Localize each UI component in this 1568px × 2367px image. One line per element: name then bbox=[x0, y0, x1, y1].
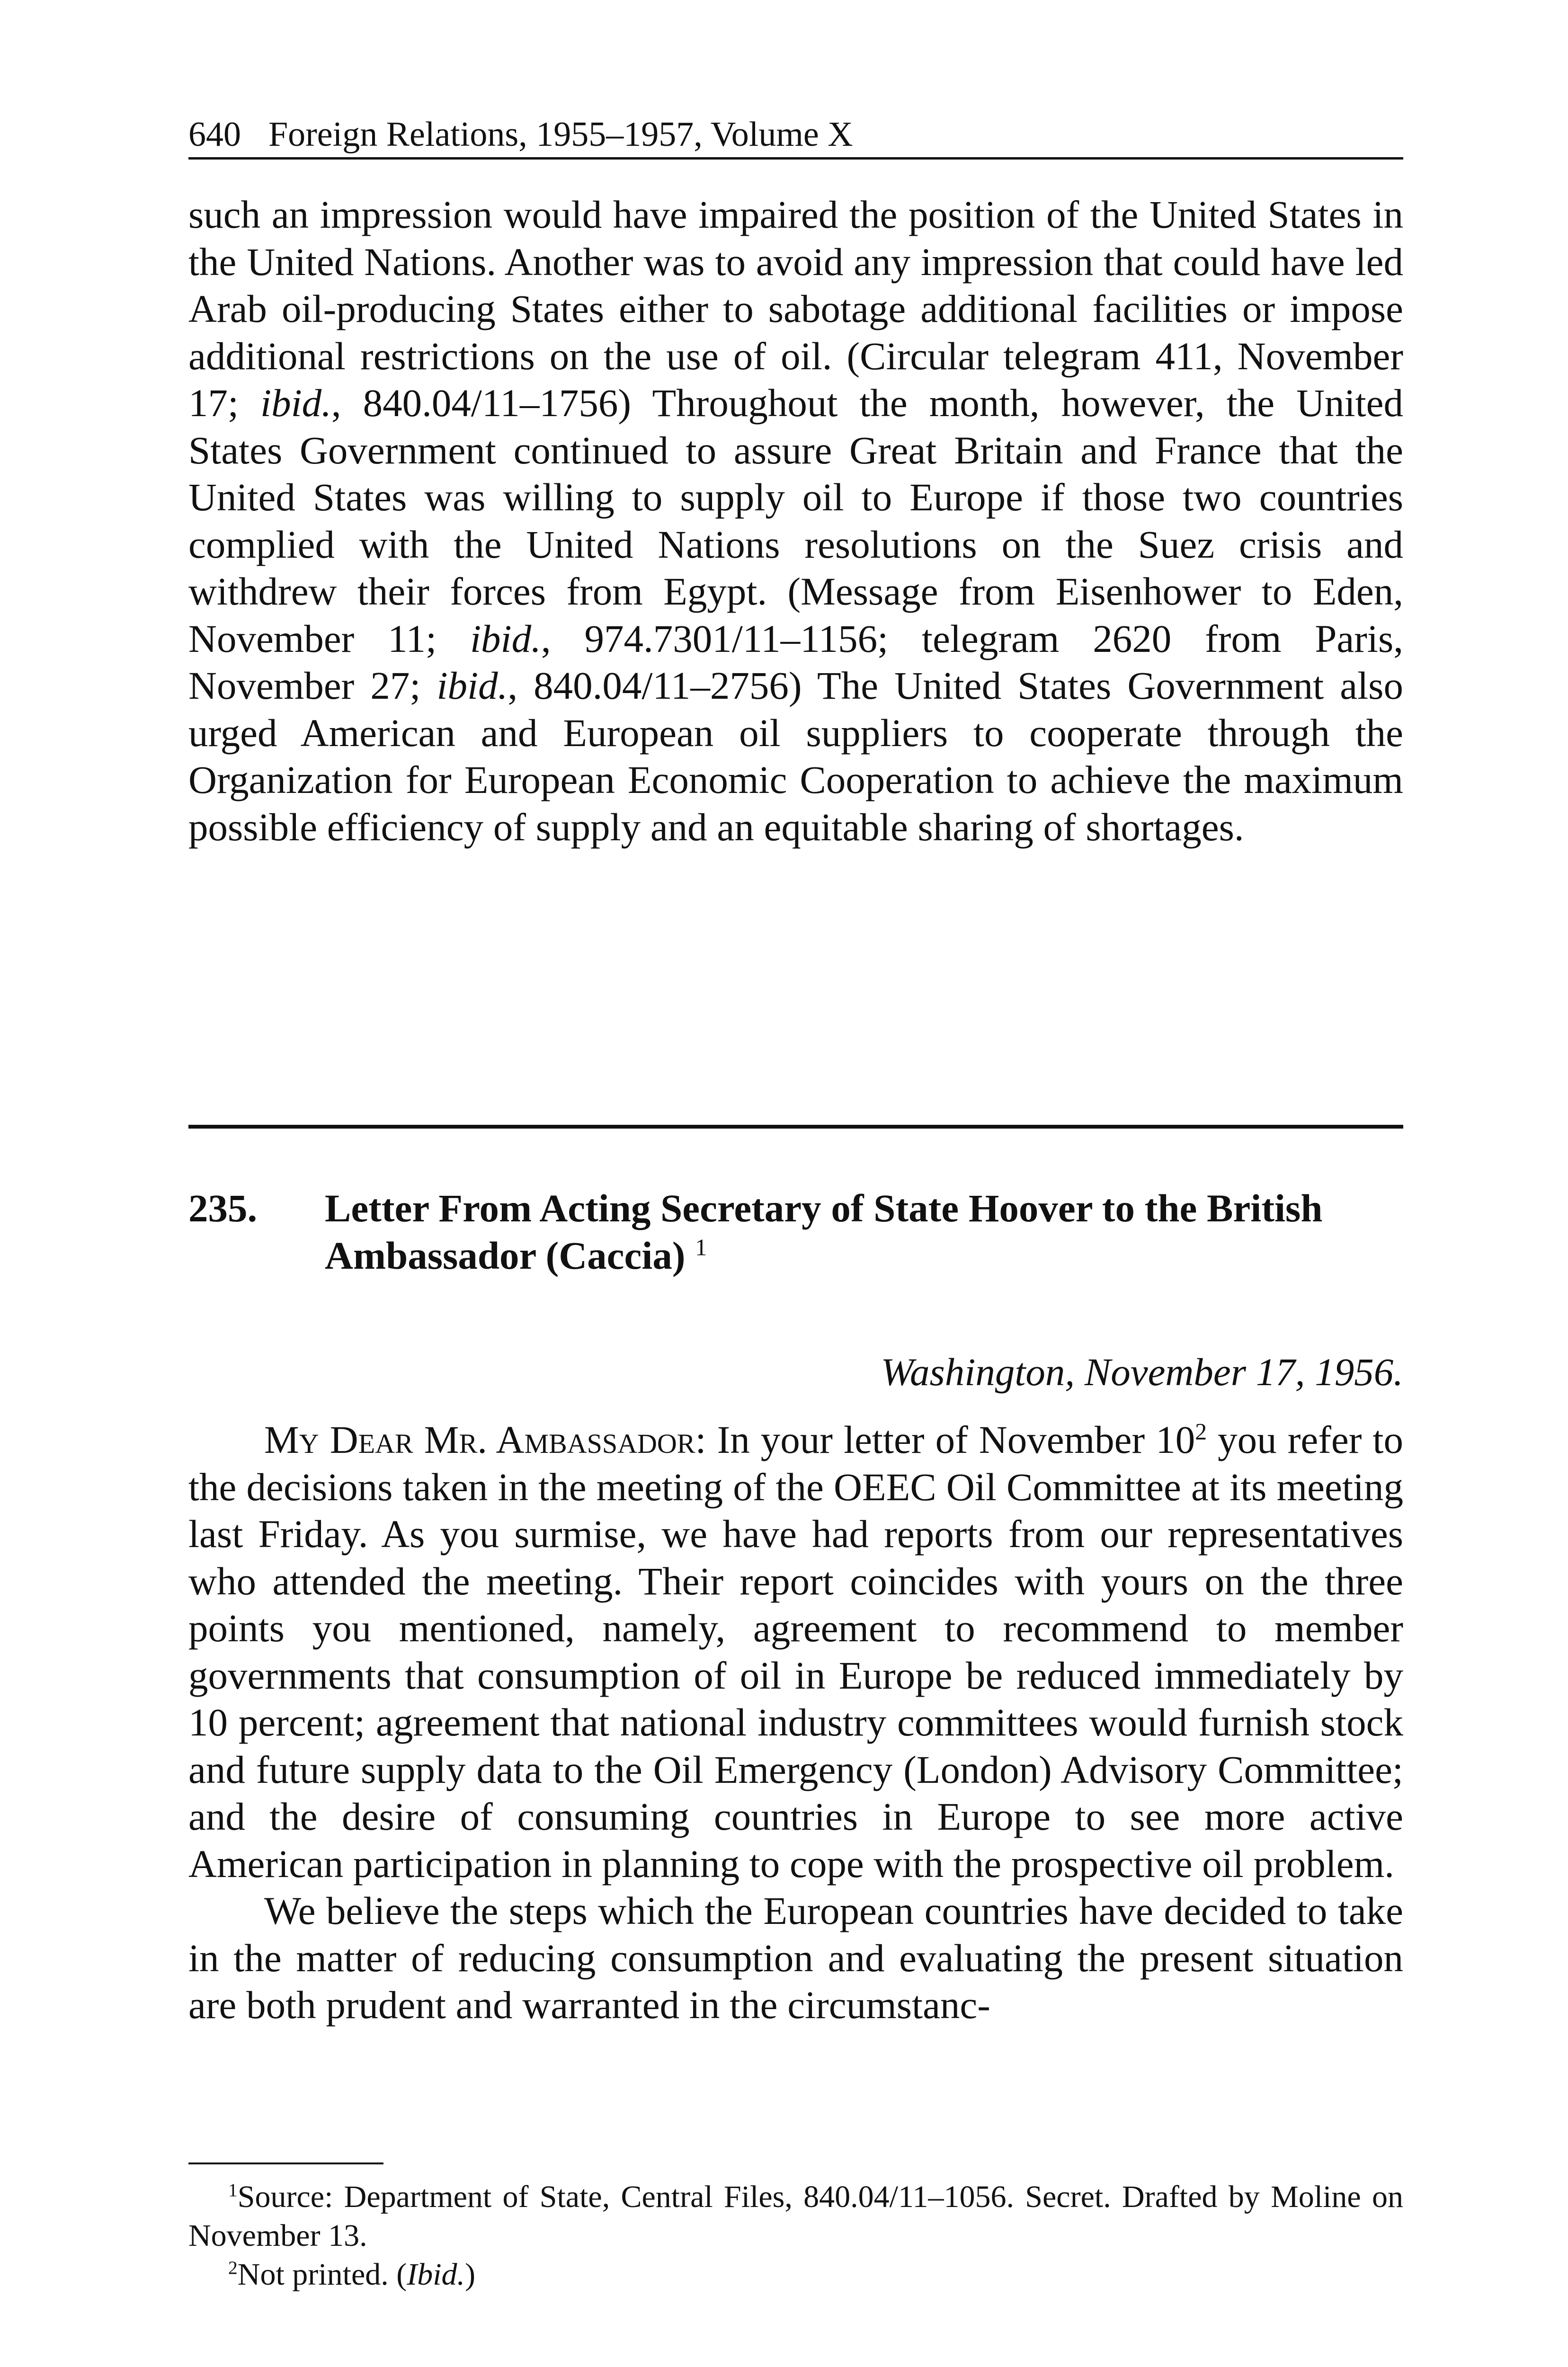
dateline: Washington, November 17, 1956. bbox=[881, 1350, 1403, 1394]
footnotes bbox=[188, 2178, 1403, 2294]
intro-text-part: , 840.04/11–2756) The United States Government also urged American and European oil suppliers to cooperate through the Organization for European Economic Cooperation to achieve the maximum possible efficiency of supply and an equitable sharing of shortages. bbox=[188, 664, 1403, 849]
intro-text-part: , 974.7301/11–1156; telegram 2620 from Paris, November 27; bbox=[188, 616, 1403, 707]
ibid-citation: ibid. bbox=[437, 664, 508, 707]
letter-text-part: you refer to the decisions taken in the meeting of the OEEC Oil Committee at its meeting last Friday. As you surmise, we have had reports from our representatives who attended the meeting. Their report coincides with yours on the three points you mentioned, namely, agreement to recommend to member governments that consumption of oil in Europe be reduced immediately by 10 percent; agreement that national industry committees would furnish stock and future supply data to the Oil Emergency (London) Advisory Committee; and the desire of consuming countries in Europe to see more active American participation in planning to cope with the prospective oil problem. bbox=[188, 1418, 1403, 1886]
intro-text-part: , 840.04/11–1756) Throughout the month, however, the United States Government continued to assure Great Britain and France that the United States was willing to supply oil to Europe if those two countries complied with the United Nations resolutions on the Suez crisis and withdrew their forces from Egypt. (Message from Eisenhower to Eden, November 11; bbox=[188, 381, 1404, 660]
footnote-ref: 2 bbox=[1195, 1418, 1207, 1445]
document-number: 235. bbox=[188, 1186, 258, 1230]
ibid-citation: ibid. bbox=[470, 616, 541, 660]
salutation: My Dear Mr. Ambassador: bbox=[264, 1418, 706, 1461]
ibid-citation: ibid. bbox=[260, 381, 331, 425]
document-title bbox=[325, 1184, 1403, 1279]
letter-paragraph: We believe the steps which the European countries have decided to take in the matter of reducing consumption and evaluating the present situation are both prudent and warranted in the circumstanc- bbox=[188, 1889, 1403, 2027]
footnote-marker: 1 bbox=[228, 2180, 238, 2200]
intro-paragraph bbox=[188, 191, 1403, 851]
letter-text-part: In your letter of November 10 bbox=[706, 1418, 1195, 1461]
footnote-text: ) bbox=[465, 2257, 476, 2292]
document-page bbox=[188, 0, 1403, 2367]
ibid-citation: Ibid. bbox=[407, 2257, 465, 2292]
running-head-title: Foreign Relations, 1955–1957, Volume X bbox=[268, 115, 853, 154]
section-divider bbox=[188, 1125, 1403, 1129]
footnote bbox=[188, 2178, 1403, 2255]
footnote bbox=[188, 2255, 1403, 2294]
footnote-marker: 2 bbox=[228, 2257, 238, 2278]
intro-text bbox=[188, 191, 1403, 851]
letter-paragraph bbox=[188, 1416, 1403, 1887]
footnote-ref: 1 bbox=[695, 1234, 707, 1261]
footnote-text: Not printed. ( bbox=[237, 2257, 407, 2292]
footnote-rule bbox=[188, 2162, 383, 2164]
footnote-text: Source: Department of State, Central Files, 840.04/11–1056. Secret. Drafted by Moline on November 13. bbox=[188, 2180, 1403, 2253]
letter-body bbox=[188, 1416, 1403, 2029]
intro-text-part: such an impression would have impaired the position of the United States in the United Nations. Another was to avoid any impression that could have led Arab oil-producing States either to sabotage additional facilities or impose additional restrictions on the use of oil. (Circular telegram 411, November 17; bbox=[188, 193, 1403, 425]
running-head bbox=[188, 112, 1403, 160]
document-title-text: Letter From Acting Secretary of State Hoover to the British Ambassador (Caccia) bbox=[325, 1186, 1323, 1277]
page-number: 640 bbox=[188, 115, 241, 154]
